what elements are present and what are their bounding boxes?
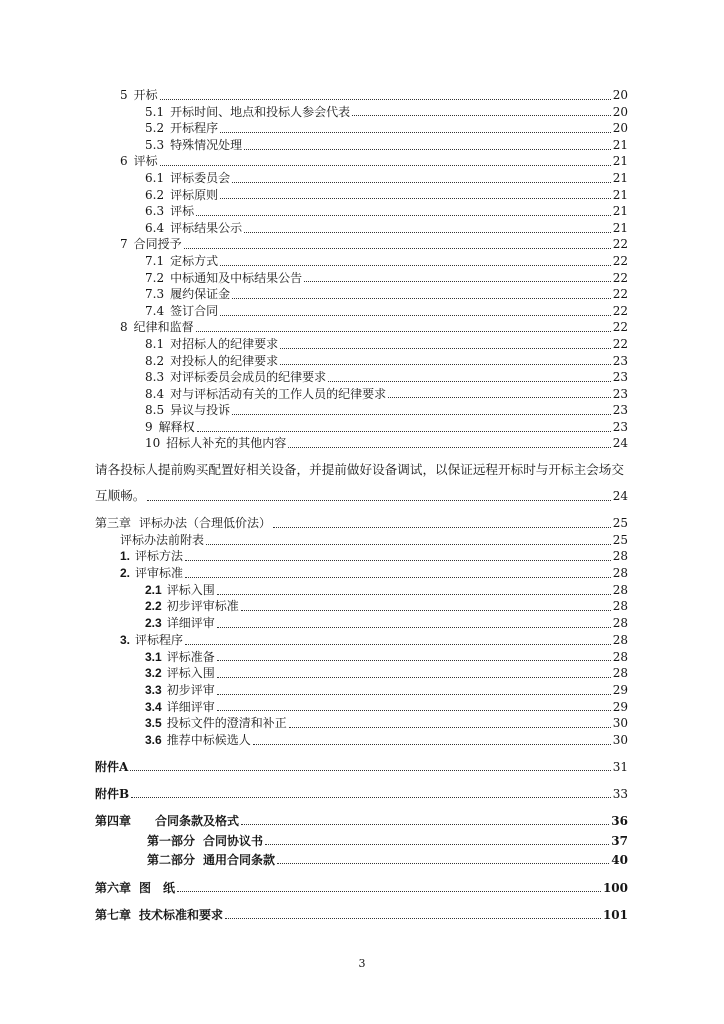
- dot-leader: [304, 281, 611, 282]
- toc-entry-number: 7.1: [145, 253, 165, 268]
- toc-entry-number: 6: [120, 154, 128, 169]
- dot-leader: [196, 331, 611, 332]
- toc-entry-number: 6.2: [145, 187, 165, 202]
- toc-entry-page: 20: [612, 88, 628, 102]
- toc-entry-number: 6.3: [145, 204, 165, 219]
- toc-entry-page: 37: [611, 833, 628, 848]
- toc-entry-title: 评标方法: [135, 549, 184, 564]
- toc-entry-title: 评标准备: [166, 649, 215, 664]
- toc-entry-number: 3.6: [145, 732, 162, 747]
- toc-entry-page: 22: [612, 303, 628, 318]
- toc-entry-title: 招标人补充的其他内容: [166, 436, 287, 451]
- toc-entry: [95, 682, 628, 699]
- dot-leader: [217, 627, 611, 628]
- toc-entry-title: 评标入围: [166, 582, 215, 597]
- toc-entry: [95, 665, 628, 682]
- toc-chapter-heading: [95, 907, 628, 924]
- dot-leader: [217, 660, 611, 661]
- dot-leader: [160, 165, 611, 166]
- toc-entry: [95, 104, 628, 121]
- toc-entry: [95, 220, 628, 237]
- toc-entry-number: 5.2: [145, 121, 165, 136]
- toc-entry-title: 评标: [133, 154, 158, 169]
- toc-entry: [95, 303, 628, 320]
- toc-entry: [95, 236, 628, 253]
- toc-entry-page: 28: [612, 649, 628, 664]
- dot-leader: [217, 594, 611, 595]
- toc-entry-page: 25: [612, 532, 628, 547]
- toc-entry-title: 开标: [133, 88, 158, 102]
- toc-entry: [95, 286, 628, 303]
- toc-entry-number: 8.3: [145, 370, 165, 385]
- dot-leader: [280, 364, 611, 365]
- dot-leader: [217, 677, 611, 678]
- toc-entry-page: 33: [612, 786, 628, 801]
- part-label: 第一部分: [147, 833, 196, 848]
- toc-entry-title: 开标时间、地点和投标人参会代表: [170, 104, 351, 119]
- toc-entry-page: 21: [612, 170, 628, 185]
- toc-entry: [95, 759, 628, 776]
- toc-entry: [95, 786, 628, 803]
- toc-entry-page: 28: [612, 582, 628, 597]
- toc-entry-title: 通用合同条款: [203, 852, 276, 867]
- dot-leader: [232, 182, 611, 183]
- toc-entry-number: 8: [120, 320, 128, 335]
- toc-entry: [95, 833, 628, 850]
- dot-leader: [196, 215, 611, 216]
- toc-entry-page: 101: [602, 907, 628, 922]
- toc-entry: [95, 649, 628, 666]
- toc-entry-title: 对评标委员会成员的纪律要求: [170, 370, 327, 385]
- part-label: 第二部分: [147, 852, 196, 867]
- toc-entry: [95, 402, 628, 419]
- notice-line-text: 互顺畅。: [95, 488, 146, 503]
- dot-leader: [177, 891, 601, 892]
- toc-entry-title: 初步评审标准: [166, 599, 239, 614]
- dot-leader: [185, 644, 611, 645]
- toc-entry-title: 投标文件的澄清和补正: [166, 716, 287, 731]
- dot-leader: [280, 348, 611, 349]
- toc-entry-number: 5.3: [145, 137, 165, 152]
- dot-leader: [220, 265, 611, 266]
- toc-entry-title: 异议与投诉: [170, 403, 231, 418]
- toc-entry-title: 评标原则: [170, 187, 219, 202]
- toc-entry-number: 3.5: [145, 716, 162, 731]
- toc-chapter4: [95, 813, 628, 830]
- page-number: 3: [358, 957, 366, 970]
- dot-leader: [184, 248, 611, 249]
- toc-entry-page: 25: [612, 516, 628, 530]
- chapter-title: 图 纸: [139, 880, 176, 895]
- dot-leader: [328, 381, 611, 382]
- dot-leader: [244, 232, 611, 233]
- dot-leader: [220, 198, 611, 199]
- toc-entry-title: 评标入围: [166, 666, 215, 681]
- dot-leader: [147, 500, 610, 501]
- toc-entry-number: 7.3: [145, 287, 165, 302]
- dot-leader: [131, 797, 611, 798]
- dot-leader: [277, 863, 609, 864]
- toc-entry-page: 24: [612, 489, 628, 503]
- toc-entry-page: 21: [612, 204, 628, 219]
- dot-leader: [289, 727, 611, 728]
- toc-entry-page: 22: [612, 270, 628, 285]
- toc-entry-title: 评审标准: [135, 566, 184, 581]
- toc-entry: [95, 187, 628, 204]
- toc-entry-number: 6.1: [145, 170, 165, 185]
- toc-entry: [95, 852, 628, 869]
- toc-entry-title: 对与评标活动有关的工作人员的纪律要求: [170, 386, 387, 401]
- toc-entry-number: 5.1: [145, 104, 165, 119]
- toc-entry-page: 23: [612, 353, 628, 368]
- toc-entry-title: 评标程序: [135, 632, 184, 647]
- toc-entry-number: 2.: [120, 566, 131, 581]
- toc-entry-number: 3.4: [145, 699, 162, 714]
- toc-entry-page: 28: [612, 549, 628, 564]
- toc-entry-page: 28: [612, 666, 628, 681]
- toc-entry: [95, 253, 628, 270]
- toc-entry-number: 6.4: [145, 220, 165, 235]
- toc-entry-title: 详细评审: [166, 699, 215, 714]
- toc-entry: [95, 120, 628, 137]
- dot-leader: [217, 694, 611, 695]
- chapter-title: 评标办法（合理低价法）: [139, 516, 272, 530]
- toc-entry-number: 7.2: [145, 270, 165, 285]
- toc-entry-title: 初步评审: [166, 682, 215, 697]
- dot-leader: [197, 431, 611, 432]
- dot-leader: [185, 577, 611, 578]
- toc-entry-title: 签订合同: [170, 303, 219, 318]
- toc-entry-title: 评标: [170, 204, 195, 219]
- toc-entry-page: 23: [612, 370, 628, 385]
- toc-entry-title: 开标程序: [170, 121, 219, 136]
- notice-line-last: [95, 483, 628, 509]
- toc-entry-title: 纪律和监督: [133, 320, 194, 335]
- toc-entry-number: 8.1: [145, 336, 165, 351]
- toc-section-chapter2: [95, 87, 628, 452]
- toc-entry-title: 特殊情况处理: [170, 137, 243, 152]
- toc-entry-page: 20: [612, 121, 628, 136]
- toc-entry-title: 中标通知及中标结果公告: [170, 270, 303, 285]
- dot-leader: [388, 397, 611, 398]
- toc-entry-title: 解释权: [158, 419, 195, 434]
- toc-entry: [95, 615, 628, 632]
- toc-entry-title: 附件A: [95, 759, 129, 774]
- toc-entry-title: 评标办法前附表: [120, 532, 205, 547]
- toc-entry-number: 8.2: [145, 353, 165, 368]
- chapter-label: 第六章: [95, 880, 132, 895]
- dot-leader: [232, 298, 611, 299]
- dot-leader: [288, 447, 610, 448]
- toc-entry-number: 3.2: [145, 666, 162, 681]
- toc-chapter-heading: [95, 515, 628, 532]
- toc-entry-page: 31: [612, 759, 628, 774]
- chapter-title: 合同条款及格式: [155, 813, 240, 828]
- toc-entry-number: 2.2: [145, 599, 162, 614]
- toc-entry-number: 8.5: [145, 403, 165, 418]
- dot-leader: [220, 315, 611, 316]
- toc-entry: [95, 699, 628, 716]
- dot-leader: [185, 560, 611, 561]
- dot-leader: [217, 710, 611, 711]
- notice-line: 请各投标人提前购买配置好相关设备，并提前做好设备调试，以保证远程开标时与开标主会场交: [95, 462, 624, 477]
- toc-entry-page: 29: [612, 699, 628, 714]
- toc-entry-number: 3.: [120, 632, 131, 647]
- toc-entry-page: 24: [612, 436, 628, 451]
- toc-entry: [95, 565, 628, 582]
- toc-entry: [95, 369, 628, 386]
- chapter-label: 第三章: [95, 516, 132, 530]
- toc-entry-title: 合同协议书: [203, 833, 264, 848]
- toc-entry-page: 23: [612, 386, 628, 401]
- toc-entry-title: 履约保证金: [170, 287, 231, 302]
- dot-leader: [265, 844, 609, 845]
- chapter-title: 技术标准和要求: [139, 907, 224, 922]
- toc-entry-page: 28: [612, 566, 628, 581]
- toc-entry: [95, 319, 628, 336]
- toc-entry: [95, 153, 628, 170]
- toc-entry-page: 22: [612, 237, 628, 252]
- toc-entry: [95, 137, 628, 154]
- toc-entry-title: 评标结果公示: [170, 220, 243, 235]
- toc-entry: [95, 732, 628, 749]
- toc-entry-number: 5: [120, 88, 128, 102]
- toc-entry-page: 22: [612, 287, 628, 302]
- toc-entry: [95, 419, 628, 436]
- toc-entry-title: 定标方式: [170, 253, 219, 268]
- toc-entry: [95, 170, 628, 187]
- dot-leader: [241, 824, 609, 825]
- toc-entry-number: 9: [145, 419, 153, 434]
- toc-entry: [95, 715, 628, 732]
- dot-leader: [160, 99, 611, 100]
- toc-entry-number: 2.1: [145, 582, 162, 597]
- toc-entry: [95, 598, 628, 615]
- toc-entry-page: 22: [612, 253, 628, 268]
- toc-entry-number: 10: [145, 436, 161, 451]
- toc-entry-page: 36: [611, 813, 628, 828]
- dot-leader: [241, 610, 611, 611]
- toc-entry: [95, 203, 628, 220]
- toc-entry: [95, 435, 628, 452]
- toc-entry-number: 2.3: [145, 616, 162, 631]
- toc-entry-page: 21: [612, 220, 628, 235]
- toc-entry-title: 对招标人的纪律要求: [170, 336, 279, 351]
- toc-entry-number: 7.4: [145, 303, 165, 318]
- dot-leader: [273, 527, 611, 528]
- toc-entry: [95, 336, 628, 353]
- toc-entry-page: 28: [612, 599, 628, 614]
- toc-entry: [95, 582, 628, 599]
- toc-entry: [95, 548, 628, 565]
- toc-entry-page: 40: [611, 852, 628, 867]
- toc-entry-number: 3.3: [145, 682, 162, 697]
- toc-entry-page: 22: [612, 320, 628, 335]
- toc-entry-number: 3.1: [145, 649, 162, 664]
- chapter-label: 第七章: [95, 907, 132, 922]
- toc-entry-page: 28: [612, 632, 628, 647]
- toc-entry-page: 20: [612, 104, 628, 119]
- toc-chapter7: [95, 907, 628, 924]
- toc-chapter-heading: [95, 880, 628, 897]
- toc-entry-page: 28: [612, 616, 628, 631]
- dot-leader: [130, 770, 610, 771]
- toc-entry-title: 对投标人的纪律要求: [170, 353, 279, 368]
- toc-entry: [95, 87, 628, 104]
- toc-entry-number: 8.4: [145, 386, 165, 401]
- toc-annex-a: [95, 759, 628, 776]
- toc-section-chapter3: [95, 515, 628, 749]
- toc-entry-page: 100: [602, 880, 628, 895]
- toc-chapter6: [95, 880, 628, 897]
- toc-entry-number: 7: [120, 237, 128, 252]
- toc-entry-page: 22: [612, 336, 628, 351]
- toc-entry-page: 21: [612, 154, 628, 169]
- toc-entry-title: 附件B: [95, 786, 130, 801]
- toc-entry-page: 21: [612, 187, 628, 202]
- toc-chapter-heading: [95, 813, 628, 830]
- toc-entry-page: 30: [612, 716, 628, 731]
- dot-leader: [225, 918, 601, 919]
- dot-leader: [352, 115, 611, 116]
- toc-entry-title: 详细评审: [166, 616, 215, 631]
- toc-annex-b: [95, 786, 628, 803]
- toc-chapter4-part2: [95, 852, 628, 869]
- toc-entry-number: 1.: [120, 549, 131, 564]
- dot-leader: [253, 744, 611, 745]
- toc-entry: [95, 632, 628, 649]
- toc-entry: [95, 353, 628, 370]
- chapter-label: 第四章: [95, 813, 132, 828]
- dot-leader: [220, 132, 611, 133]
- toc-entry-title: 推荐中标候选人: [166, 732, 251, 747]
- toc-entry-page: 23: [612, 419, 628, 434]
- remote-opening-notice: [95, 457, 628, 509]
- toc-entry: [95, 270, 628, 287]
- dot-leader: [232, 414, 611, 415]
- toc-entry-page: 23: [612, 403, 628, 418]
- toc-entry: [95, 532, 628, 549]
- toc-entry-title: 评标委员会: [170, 170, 231, 185]
- dot-leader: [206, 544, 611, 545]
- toc-entry-page: 30: [612, 732, 628, 747]
- toc-chapter4-part1: [95, 833, 628, 850]
- toc-entry-page: 21: [612, 137, 628, 152]
- toc-entry: [95, 386, 628, 403]
- toc-entry-title: 合同授予: [133, 237, 182, 252]
- dot-leader: [244, 149, 611, 150]
- toc-entry-page: 29: [612, 682, 628, 697]
